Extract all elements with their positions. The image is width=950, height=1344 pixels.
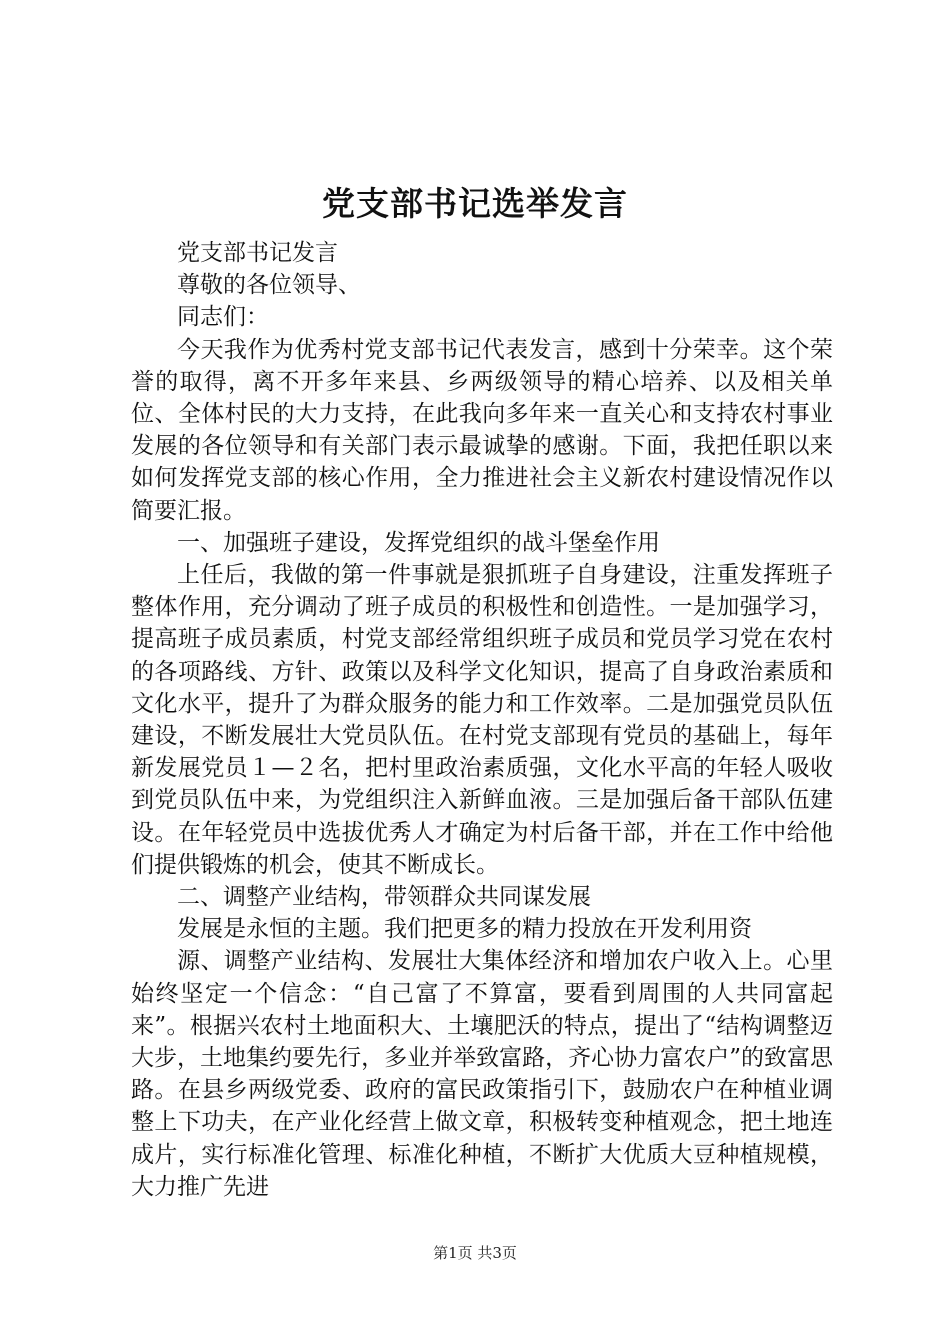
paragraph-intro: 今天我作为优秀村党支部书记代表发言，感到十分荣幸。这个荣誉的取得，离不开多年来县、乡两级领导的精心培养、以及相关单位、全体村民的大力支持，在此我向多年来一直关心和支持农村事业发展的各位领导和有关部门表示最诚挚的感谢。下面，我把任职以来如何发挥党支部的核心作用，全力推进社会主义新农村建设情况作以简要汇报。 (131, 336, 833, 524)
paragraph-section-2-body: 源、调整产业结构、发展壮大集体经济和增加农户收入上。心里始终坚定一个信念：“自己富了不算富，要看到周围的人共同富起来”。根据兴农村土地面积大、土壤肥沃的特点，提出了“结构调整迈大步，土地集约要先行，多业并举致富路，齐心协力富农户”的致富思路。在县乡两级党委、政府的富民政策指引下，鼓励农户在种植业调整上下功夫，在产业化经营上做文章，积极转变种植观念，把土地连成片，实行标准化管理、标准化种植，不断扩大优质大豆种植规模，大力推广先进 (131, 948, 833, 1200)
paragraph-heading-label: 党支部书记发言 (177, 240, 338, 266)
document-body (131, 237, 833, 1203)
paragraph-section-2-start: 发展是永恒的主题。我们把更多的精力投放在开发利用资 (177, 916, 752, 943)
paragraph-section-1: 上任后，我做的第一件事就是狠抓班子自身建设，注重发挥班子整体作用，充分调动了班子成员的积极性和创造性。一是加强学习，提高班子成员素质，村党支部经常组织班子成员和党员学习党在农村的各项路线、方针、政策以及科学文化知识，提高了自身政治素质和文化水平，提升了为群众服务的能力和工作效率。二是加强党员队伍建设，不断发展壮大党员队伍。在村党支部现有党员的基础上，每年新发展党员１—２名，把村里政治素质强，文化水平高的年轻人吸收到党员队伍中来，为党组织注入新鲜血液。三是加强后备干部队伍建设。在年轻党员中选拔优秀人才确定为村后备干部，并在工作中给他们提供锻炼的机会，使其不断成长。 (131, 562, 833, 878)
document-title: 党支部书记选举发言 (322, 184, 628, 223)
paragraph-salutation-cont: 同志们： (177, 304, 269, 331)
page-footer: 第1页 共3页 (433, 1244, 517, 1262)
section-heading-2: 二、调整产业结构，带领群众共同谋发展 (177, 884, 591, 911)
paragraph-salutation: 尊敬的各位领导、 (177, 272, 361, 299)
section-heading-1: 一、加强班子建设，发挥党组织的战斗堡垒作用 (177, 529, 660, 556)
